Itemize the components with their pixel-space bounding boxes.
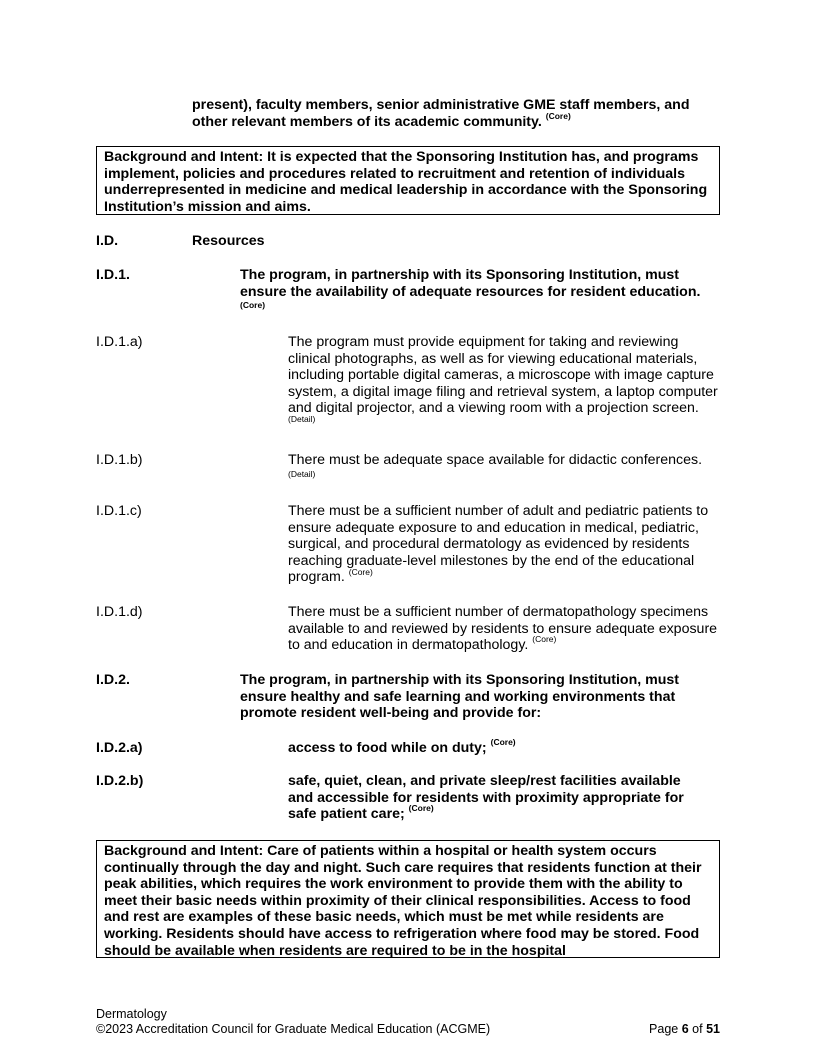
page-prefix: Page bbox=[649, 1022, 679, 1036]
page-of: of bbox=[692, 1022, 703, 1036]
footer-copyright: ©2023 Accreditation Council for Graduate Medical Education (ACGME) bbox=[96, 1022, 491, 1036]
item-id: I.D.1.c) bbox=[96, 503, 142, 519]
requirement-tag: (Detail) bbox=[288, 414, 316, 425]
requirement-tag: (Detail) bbox=[288, 468, 316, 479]
requirement-text: access to food while on duty; bbox=[288, 740, 487, 756]
requirement-item bbox=[288, 773, 708, 823]
continuation-paragraph bbox=[192, 97, 722, 130]
item-id: I.D.1.b) bbox=[96, 452, 143, 468]
requirement-tag: (Core) bbox=[348, 566, 373, 577]
background-intent-box-2 bbox=[96, 840, 720, 958]
requirement-text: There must be a sufficient number of adult and pediatric patients to ensure adequate exposure to and education in medical, pediatric, surgical, and procedural dermatology as evidenced by residents reaching graduate-level milestones by the end of the educational program. bbox=[288, 503, 709, 586]
requirement-text: There must be adequate space available for didactic conferences. bbox=[288, 452, 703, 468]
requirement-tag: (Core) bbox=[490, 737, 516, 748]
page-current: 6 bbox=[681, 1022, 689, 1036]
section-title: Resources bbox=[192, 233, 265, 249]
requirement-text: The program, in partnership with its Sponsoring Institution, must ensure the availability of adequate resources for resident education. bbox=[240, 267, 701, 300]
requirement-text: There must be a sufficient number of dermatopathology specimens available to and reviewed by residents to ensure adequate exposure to and education in dermatopathology. bbox=[288, 604, 718, 654]
requirement-item bbox=[288, 503, 720, 586]
item-id: I.D.1.a) bbox=[96, 334, 143, 350]
background-intent-text-2: Background and Intent: Care of patients within a hospital or health system occurs continually through the day and night. Such care requires that residents function at their peak abilities, which requires the work environment to provide them with the ability to meet their basic needs within proximity of their clinical responsibilities. Access to food and rest are examples of these basic needs, which must be met while residents are working. Residents should have access to refrigeration where food may be stored. Food should be available when residents are required to be in the hospital bbox=[104, 843, 702, 958]
requirement-text: safe, quiet, clean, and private sleep/rest facilities available and accessible for residents with proximity appropriate for safe patient care; bbox=[288, 773, 684, 823]
background-intent-text-1: Background and Intent: It is expected that the Sponsoring Institution has, and programs implement, policies and procedures related to recruitment and retention of individuals underrepresented in medicine and medical leadership in accordance with the Sponsoring Institution’s mission and aims. bbox=[104, 149, 708, 215]
section-number: I.D. bbox=[96, 233, 119, 249]
item-id: I.D.1. bbox=[96, 267, 130, 283]
requirement-text: The program must provide equipment for taking and reviewing clinical photographs, as well as for viewing educational materials, including portable digital cameras, a microscope with image capture system, a digital image filing and retrieval system, a laptop computer and digital projector, and a viewing room with a projection screen. bbox=[288, 334, 718, 417]
requirement-item bbox=[240, 672, 710, 722]
requirement-item bbox=[288, 604, 720, 654]
requirement-item bbox=[288, 334, 720, 434]
continuation-tag: (Core) bbox=[545, 110, 571, 121]
item-id: I.D.1.d) bbox=[96, 604, 143, 620]
footer-specialty: Dermatology bbox=[96, 1007, 167, 1021]
requirement-item bbox=[240, 267, 722, 310]
requirement-item bbox=[288, 452, 728, 479]
requirement-item bbox=[288, 737, 720, 757]
requirement-tag: (Core) bbox=[408, 803, 434, 814]
item-id: I.D.2.a) bbox=[96, 740, 143, 756]
footer-page-number bbox=[649, 1022, 720, 1037]
item-id: I.D.2.b) bbox=[96, 773, 144, 789]
requirement-tag: (Core) bbox=[240, 300, 266, 311]
item-id: I.D.2. bbox=[96, 672, 130, 688]
requirement-tag: (Core) bbox=[532, 634, 557, 645]
page-total: 51 bbox=[706, 1022, 720, 1036]
requirement-text: The program, in partnership with its Sponsoring Institution, must ensure healthy and safe learning and working environments that promote resident well-being and provide for: bbox=[240, 672, 680, 722]
background-intent-box-1 bbox=[96, 146, 720, 215]
continuation-text: present), faculty members, senior administrative GME staff members, and other relevant members of its academic community. bbox=[192, 97, 690, 130]
